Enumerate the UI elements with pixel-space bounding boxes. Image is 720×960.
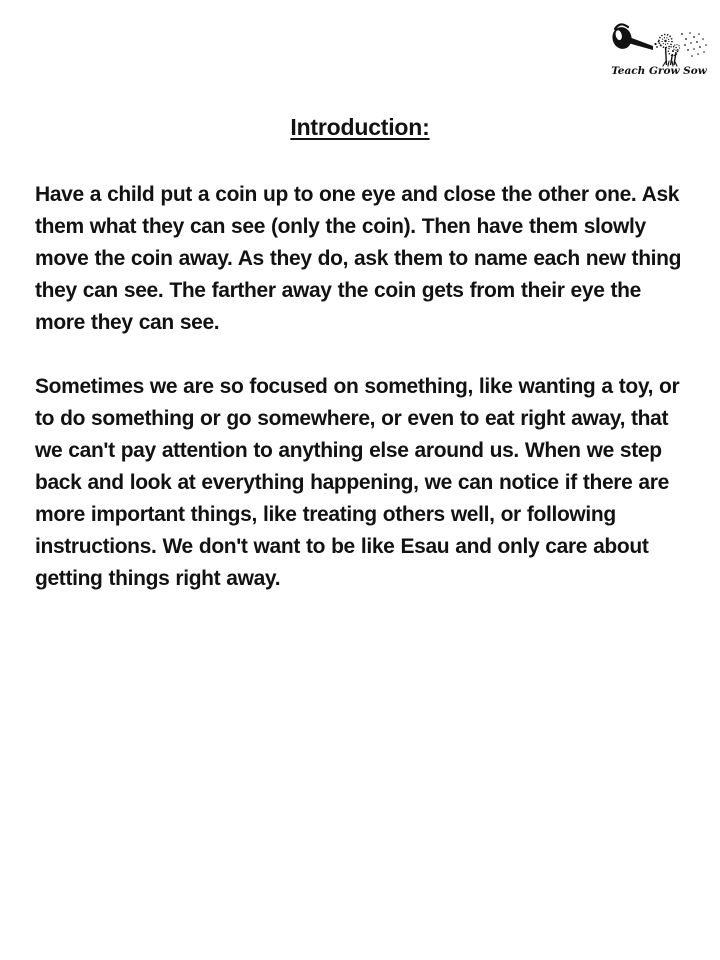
intro-paragraph-2: Sometimes we are so focused on something, like wanting a toy, or to do something or go somewhere, or even to eat right away, that we can't pay attention to anything else around us. When we step back and look at everything happening, we can notice if there are more important things, like treating others well, or following instructions. We don't want to be like Esau and only care about getting things right away. <box>35 375 680 590</box>
page-title: Introduction: <box>290 114 430 140</box>
brand-name: Teach Grow Sow <box>611 65 707 77</box>
intro-paragraph-1: Have a child put a coin up to one eye and close the other one. Ask them what they can see (only the coin). Then have them slowly move the coin away. As they do, ask them to name each new thing they can see. The farther away the coin gets from their eye the more they can see. <box>35 183 682 334</box>
watering-can-dandelion-icon <box>602 16 712 78</box>
brand-logo <box>602 16 712 78</box>
